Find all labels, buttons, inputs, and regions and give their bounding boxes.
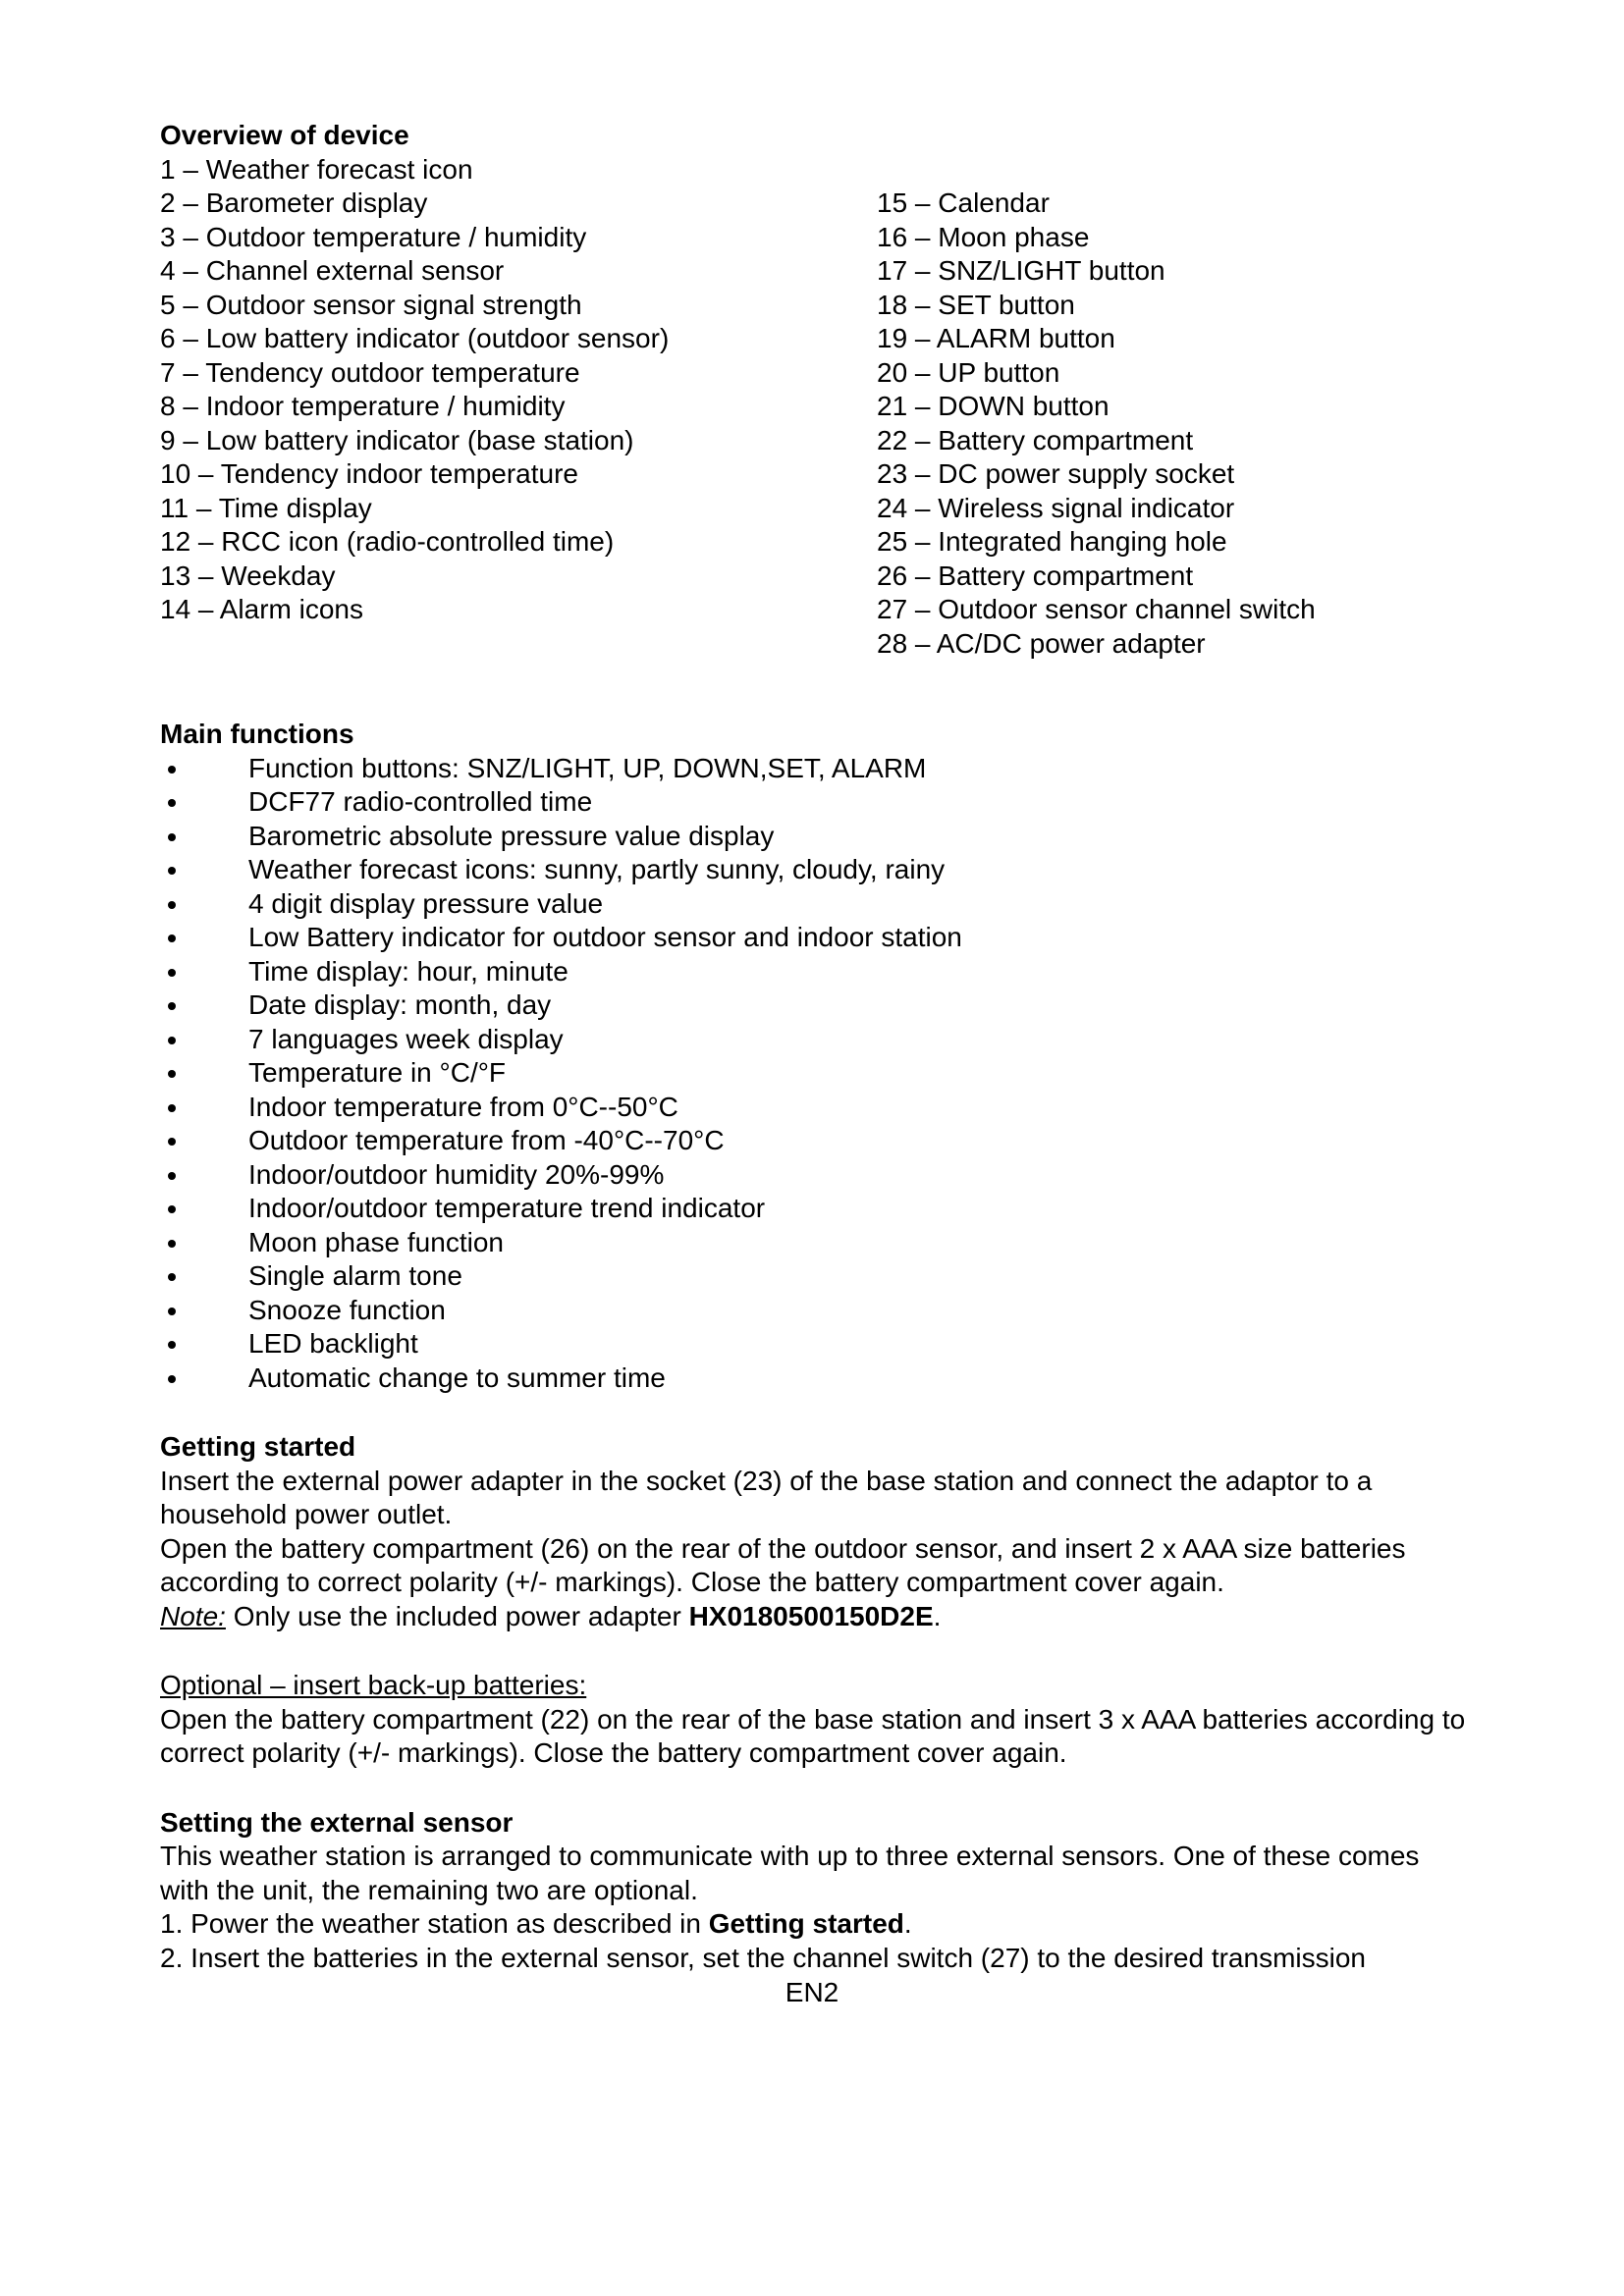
list-item: 1 – Weather forecast icon (160, 153, 473, 185)
list-item: Indoor/outdoor humidity 20%-99% (160, 1158, 1466, 1193)
list-item: 28 – AC/DC power adapter (877, 627, 1206, 659)
list-item: 15 – Calendar (877, 187, 1050, 218)
main-functions-heading: Main functions (160, 719, 354, 749)
list-item: Time display: hour, minute (160, 955, 1466, 989)
list-item: 2 – Barometer display (160, 187, 428, 218)
list-item: 17 – SNZ/LIGHT button (877, 255, 1165, 286)
adapter-model: HX0180500150D2E (688, 1600, 934, 1631)
list-item: Function buttons: SNZ/LIGHT, UP, DOWN,SET, ALARM (160, 752, 1466, 786)
list-item: 27 – Outdoor sensor channel switch (877, 594, 1316, 624)
list-item: 19 – ALARM button (877, 323, 1115, 353)
optional-paragraph: Open the battery compartment (22) on the rear of the base station and insert 3 x AAA batteries according to correct polarity (+/- markings). Close the battery compartment cover again. (160, 1703, 1466, 1768)
getting-started-paragraph-1: Insert the external power adapter in the socket (23) of the base station and connect the adaptor to a household power outlet. (160, 1465, 1373, 1529)
list-item: Single alarm tone (160, 1259, 1466, 1294)
list-item: Outdoor temperature from -40°C--70°C (160, 1124, 1466, 1158)
list-item: Low Battery indicator for outdoor sensor and indoor station (160, 921, 1466, 955)
list-item: Weather forecast icons: sunny, partly sunny, cloudy, rainy (160, 853, 1466, 887)
getting-started-paragraph-2: Open the battery compartment (26) on the rear of the outdoor sensor, and insert 2 x AAA size batteries according to correct polarity (+/- markings). Close the battery compartment cover again. (160, 1532, 1406, 1597)
list-item: 7 languages week display (160, 1023, 1466, 1057)
list-item: 14 – Alarm icons (160, 594, 363, 624)
manual-page (160, 119, 1466, 1975)
list-item: 10 – Tendency indoor temperature (160, 458, 578, 489)
list-item: LED backlight (160, 1327, 1466, 1362)
note-end: . (933, 1600, 942, 1631)
list-item: 8 – Indoor temperature / humidity (160, 391, 566, 421)
external-sensor-step-2: 2. Insert the batteries in the external sensor, set the channel switch (27) to the desired transmission (160, 1942, 1366, 1973)
list-item: 9 – Low battery indicator (base station) (160, 424, 634, 455)
list-item: 26 – Battery compartment (877, 560, 1194, 591)
external-sensor-heading: Setting the external sensor (160, 1806, 514, 1838)
note-label: Note: (160, 1600, 226, 1631)
step-1-reference: Getting started (708, 1908, 904, 1939)
list-item: 4 – Channel external sensor (160, 255, 505, 286)
list-item: 5 – Outdoor sensor signal strength (160, 289, 582, 320)
list-item: 11 – Time display (160, 492, 372, 523)
list-item: 22 – Battery compartment (877, 424, 1194, 455)
list-item: 7 – Tendency outdoor temperature (160, 356, 580, 388)
note-paragraph (160, 1600, 1466, 1634)
step-1-end: . (903, 1908, 912, 1939)
getting-started-heading: Getting started (160, 1431, 356, 1462)
main-functions-list (160, 752, 1466, 1396)
list-item: Temperature in °C/°F (160, 1056, 1466, 1091)
list-item: Indoor temperature from 0°C--50°C (160, 1091, 1466, 1125)
note-text: Only use the included power adapter (225, 1600, 689, 1631)
list-item: 6 – Low battery indicator (outdoor sensor) (160, 323, 670, 353)
overview-columns (160, 153, 1466, 662)
list-item: 21 – DOWN button (877, 391, 1110, 421)
external-sensor-paragraph: This weather station is arranged to communicate with up to three external sensors. One of these comes with the unit, the remaining two are optional. (160, 1841, 1420, 1905)
list-item: Moon phase function (160, 1226, 1466, 1260)
list-item: 3 – Outdoor temperature / humidity (160, 221, 587, 252)
list-item: 12 – RCC icon (radio-controlled time) (160, 526, 615, 557)
list-item: Snooze function (160, 1294, 1466, 1328)
list-item: Indoor/outdoor temperature trend indicator (160, 1192, 1466, 1226)
list-item: 25 – Integrated hanging hole (877, 526, 1227, 557)
overview-left-list (160, 153, 877, 662)
list-item: Automatic change to summer time (160, 1362, 1466, 1396)
list-item: 20 – UP button (877, 356, 1060, 388)
optional-heading: Optional – insert back-up batteries: (160, 1670, 587, 1700)
page-number: EN2 (785, 1977, 839, 2007)
external-sensor-step-1 (160, 1907, 1466, 1942)
list-item: 4 digit display pressure value (160, 887, 1466, 922)
list-item: 18 – SET button (877, 289, 1075, 320)
step-1-text: 1. Power the weather station as described in (160, 1908, 709, 1939)
list-item: 16 – Moon phase (877, 221, 1090, 252)
list-item: DCF77 radio-controlled time (160, 785, 1466, 820)
list-item: Date display: month, day (160, 988, 1466, 1023)
list-item: 24 – Wireless signal indicator (877, 492, 1235, 523)
list-item: 13 – Weekday (160, 560, 336, 591)
overview-heading: Overview of device (160, 120, 409, 150)
overview-right-list (877, 153, 1466, 662)
list-item: 23 – DC power supply socket (877, 458, 1235, 489)
list-item: Barometric absolute pressure value display (160, 820, 1466, 854)
